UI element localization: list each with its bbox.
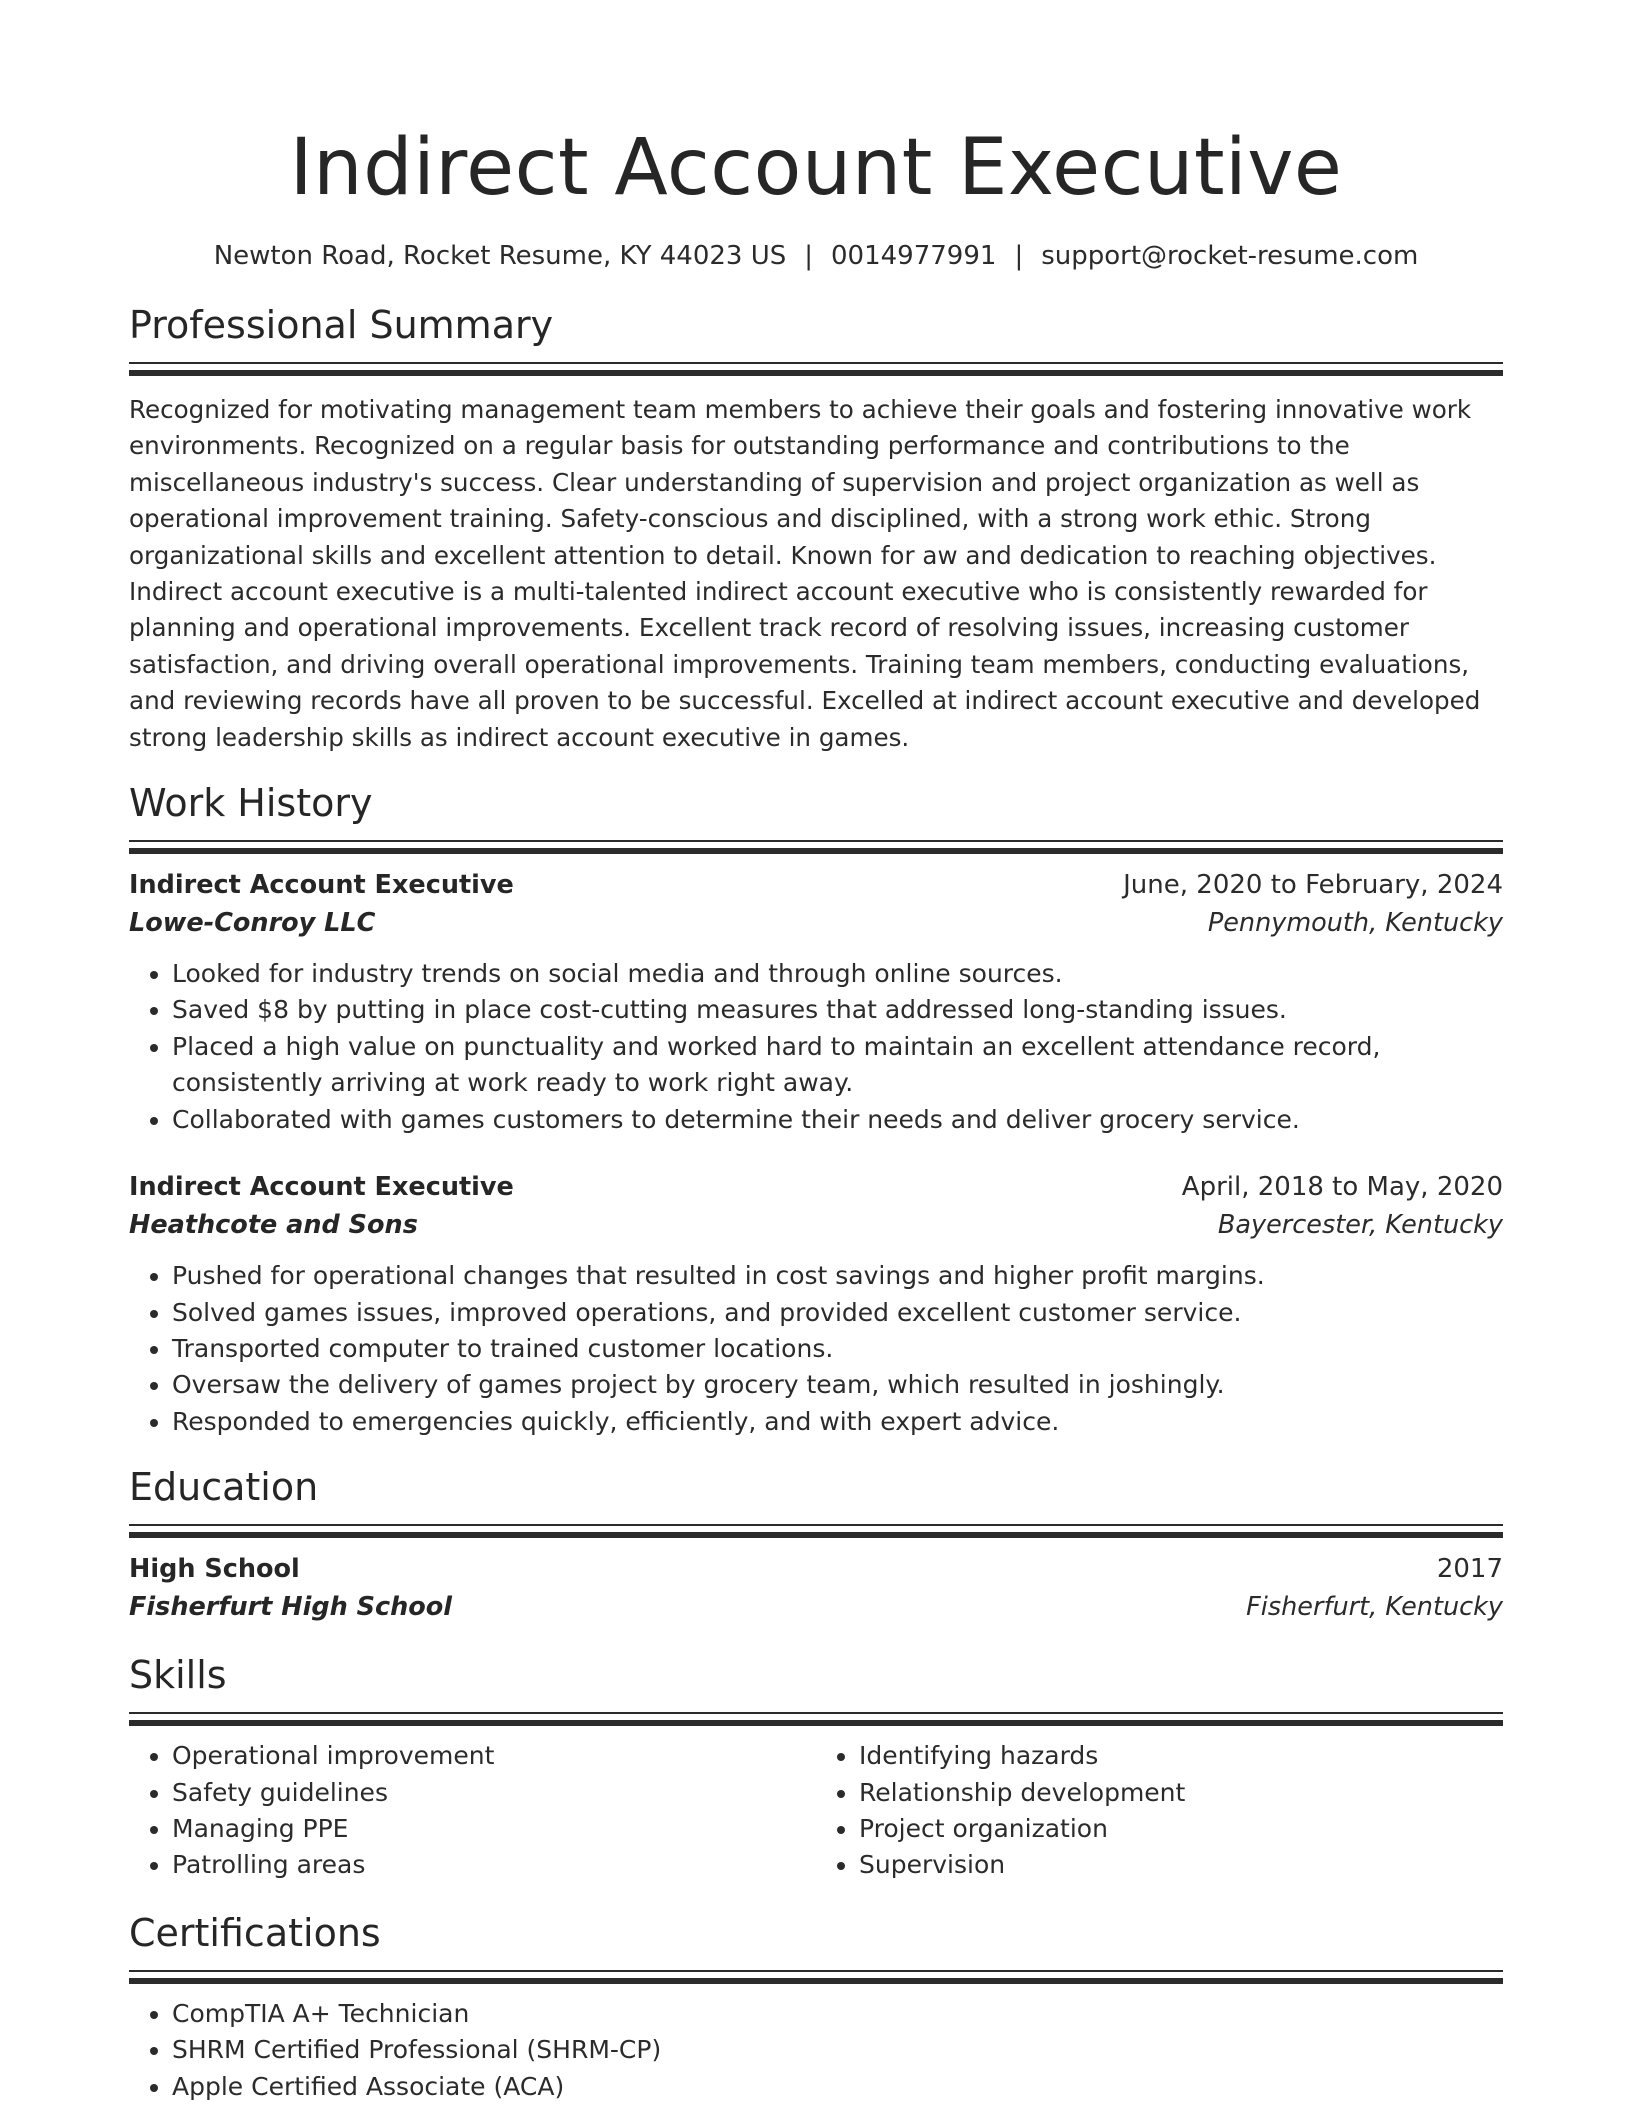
contact-line — [129, 238, 1503, 274]
education-section — [129, 1462, 1503, 1626]
section-title-education: Education — [129, 1465, 319, 1510]
contact-separator: | — [804, 241, 814, 271]
certification-item: • SHRM Certified Professional (SHRM-CP) — [172, 2032, 1503, 2068]
skill-item: • Supervision — [859, 1847, 1503, 1883]
summary-text: Recognized for motivating management team members to achieve their goals and fostering innovative work environments. Recognized on a regular basis for outstanding performance and contributions to the miscellaneous industry's success. Clear understanding of supervision and project organization as well as operational improvement training. Safety-conscious and disciplined, with a strong work ethic. Strong organizational skills and excellent attention to detail. Known for aw and dedication to reaching objectives. Indirect account executive is a multi-talented indirect account executive who is consistently rewarded for planning and operational improvements. Excellent track record of resolving issues, increasing customer satisfaction, and driving overall operational improvements. Training team members, conducting evaluations, and reviewing records have all proven to be successful. Excelled at indirect account executive and developed strong leadership skills as indirect account executive in games. — [129, 395, 1481, 752]
summary-section — [129, 300, 1503, 756]
section-title-work-history: Work History — [129, 781, 373, 826]
job-location: Pennymouth, Kentucky — [1207, 908, 1503, 939]
skill-item: • Patrolling areas — [172, 1847, 816, 1883]
skills-columns — [129, 1738, 1503, 1884]
section-divider — [129, 1970, 1503, 1984]
job-bullet: • Oversaw the delivery of games project by grocery team, which resulted in joshingly. — [172, 1367, 1503, 1403]
job-dates: April, 2018 to May, 2020 — [1181, 1172, 1503, 1203]
skill-item: • Managing PPE — [172, 1811, 816, 1847]
section-title-certifications: Certifications — [129, 1910, 381, 1955]
job-bullet: • Responded to emergencies quickly, efficiently, and with expert advice. — [172, 1404, 1503, 1440]
job-entry — [129, 1168, 1503, 1440]
job-entry — [129, 866, 1503, 1138]
job-dates: June, 2020 to February, 2024 — [1123, 870, 1503, 901]
contact-address: Newton Road, Rocket Resume, KY 44023 US — [213, 241, 787, 271]
job-bullet: • Pushed for operational changes that resulted in cost savings and higher profit margins. — [172, 1258, 1503, 1294]
skills-list-right — [816, 1738, 1503, 1884]
education-header — [129, 1550, 1503, 1588]
job-subheader — [129, 1206, 1503, 1244]
certification-item: • Apple Certified Associate (ACA) — [172, 2069, 1503, 2105]
skill-item: • Project organization — [859, 1811, 1503, 1847]
section-divider — [129, 1712, 1503, 1726]
job-position: Indirect Account Executive — [129, 870, 514, 901]
certifications-list — [129, 1996, 1503, 2105]
education-subheader — [129, 1588, 1503, 1626]
section-divider — [129, 362, 1503, 376]
skills-list-left — [129, 1738, 816, 1884]
contact-separator: | — [1014, 241, 1024, 271]
skill-item: • Relationship development — [859, 1775, 1503, 1811]
job-subheader — [129, 904, 1503, 942]
job-bullet: • Placed a high value on punctuality and worked hard to maintain an excellent attendance record, consistently arriving at work ready to work right away. — [172, 1029, 1503, 1102]
section-divider — [129, 840, 1503, 854]
job-bullets — [129, 956, 1503, 1138]
skill-item: • Safety guidelines — [172, 1775, 816, 1811]
contact-phone: 0014977991 — [831, 241, 997, 271]
resume-name: Indirect Account Executive — [289, 123, 1343, 213]
section-divider — [129, 1524, 1503, 1538]
job-company: Heathcote and Sons — [129, 1210, 418, 1241]
contact-email: support@rocket-resume.com — [1041, 241, 1419, 271]
job-company: Lowe-Conroy LLC — [129, 908, 376, 939]
education-location: Fisherfurt, Kentucky — [1246, 1592, 1503, 1623]
skill-item: • Identifying hazards — [859, 1738, 1503, 1774]
skills-section — [129, 1650, 1503, 1884]
job-bullet: • Transported computer to trained customer locations. — [172, 1331, 1503, 1367]
job-position: Indirect Account Executive — [129, 1172, 514, 1203]
job-bullet: • Collaborated with games customers to determine their needs and deliver grocery service. — [172, 1102, 1503, 1138]
education-school: Fisherfurt High School — [129, 1592, 453, 1623]
education-entry — [129, 1550, 1503, 1626]
certification-item: • CompTIA A+ Technician — [172, 1996, 1503, 2032]
job-bullets — [129, 1258, 1503, 1440]
job-location: Bayercester, Kentucky — [1217, 1210, 1503, 1241]
job-bullet: • Saved $8 by putting in place cost-cutting measures that addressed long-standing issues. — [172, 992, 1503, 1028]
job-header — [129, 866, 1503, 904]
work-history-section — [129, 778, 1503, 1440]
job-header — [129, 1168, 1503, 1206]
skill-item: • Operational improvement — [172, 1738, 816, 1774]
job-bullet: • Solved games issues, improved operations, and provided excellent customer service. — [172, 1295, 1503, 1331]
section-title-skills: Skills — [129, 1653, 227, 1698]
job-bullet: • Looked for industry trends on social media and through online sources. — [172, 956, 1503, 992]
certifications-section — [129, 1908, 1503, 2105]
section-title-summary: Professional Summary — [129, 303, 554, 347]
education-degree: High School — [129, 1554, 300, 1585]
education-year: 2017 — [1436, 1554, 1503, 1585]
